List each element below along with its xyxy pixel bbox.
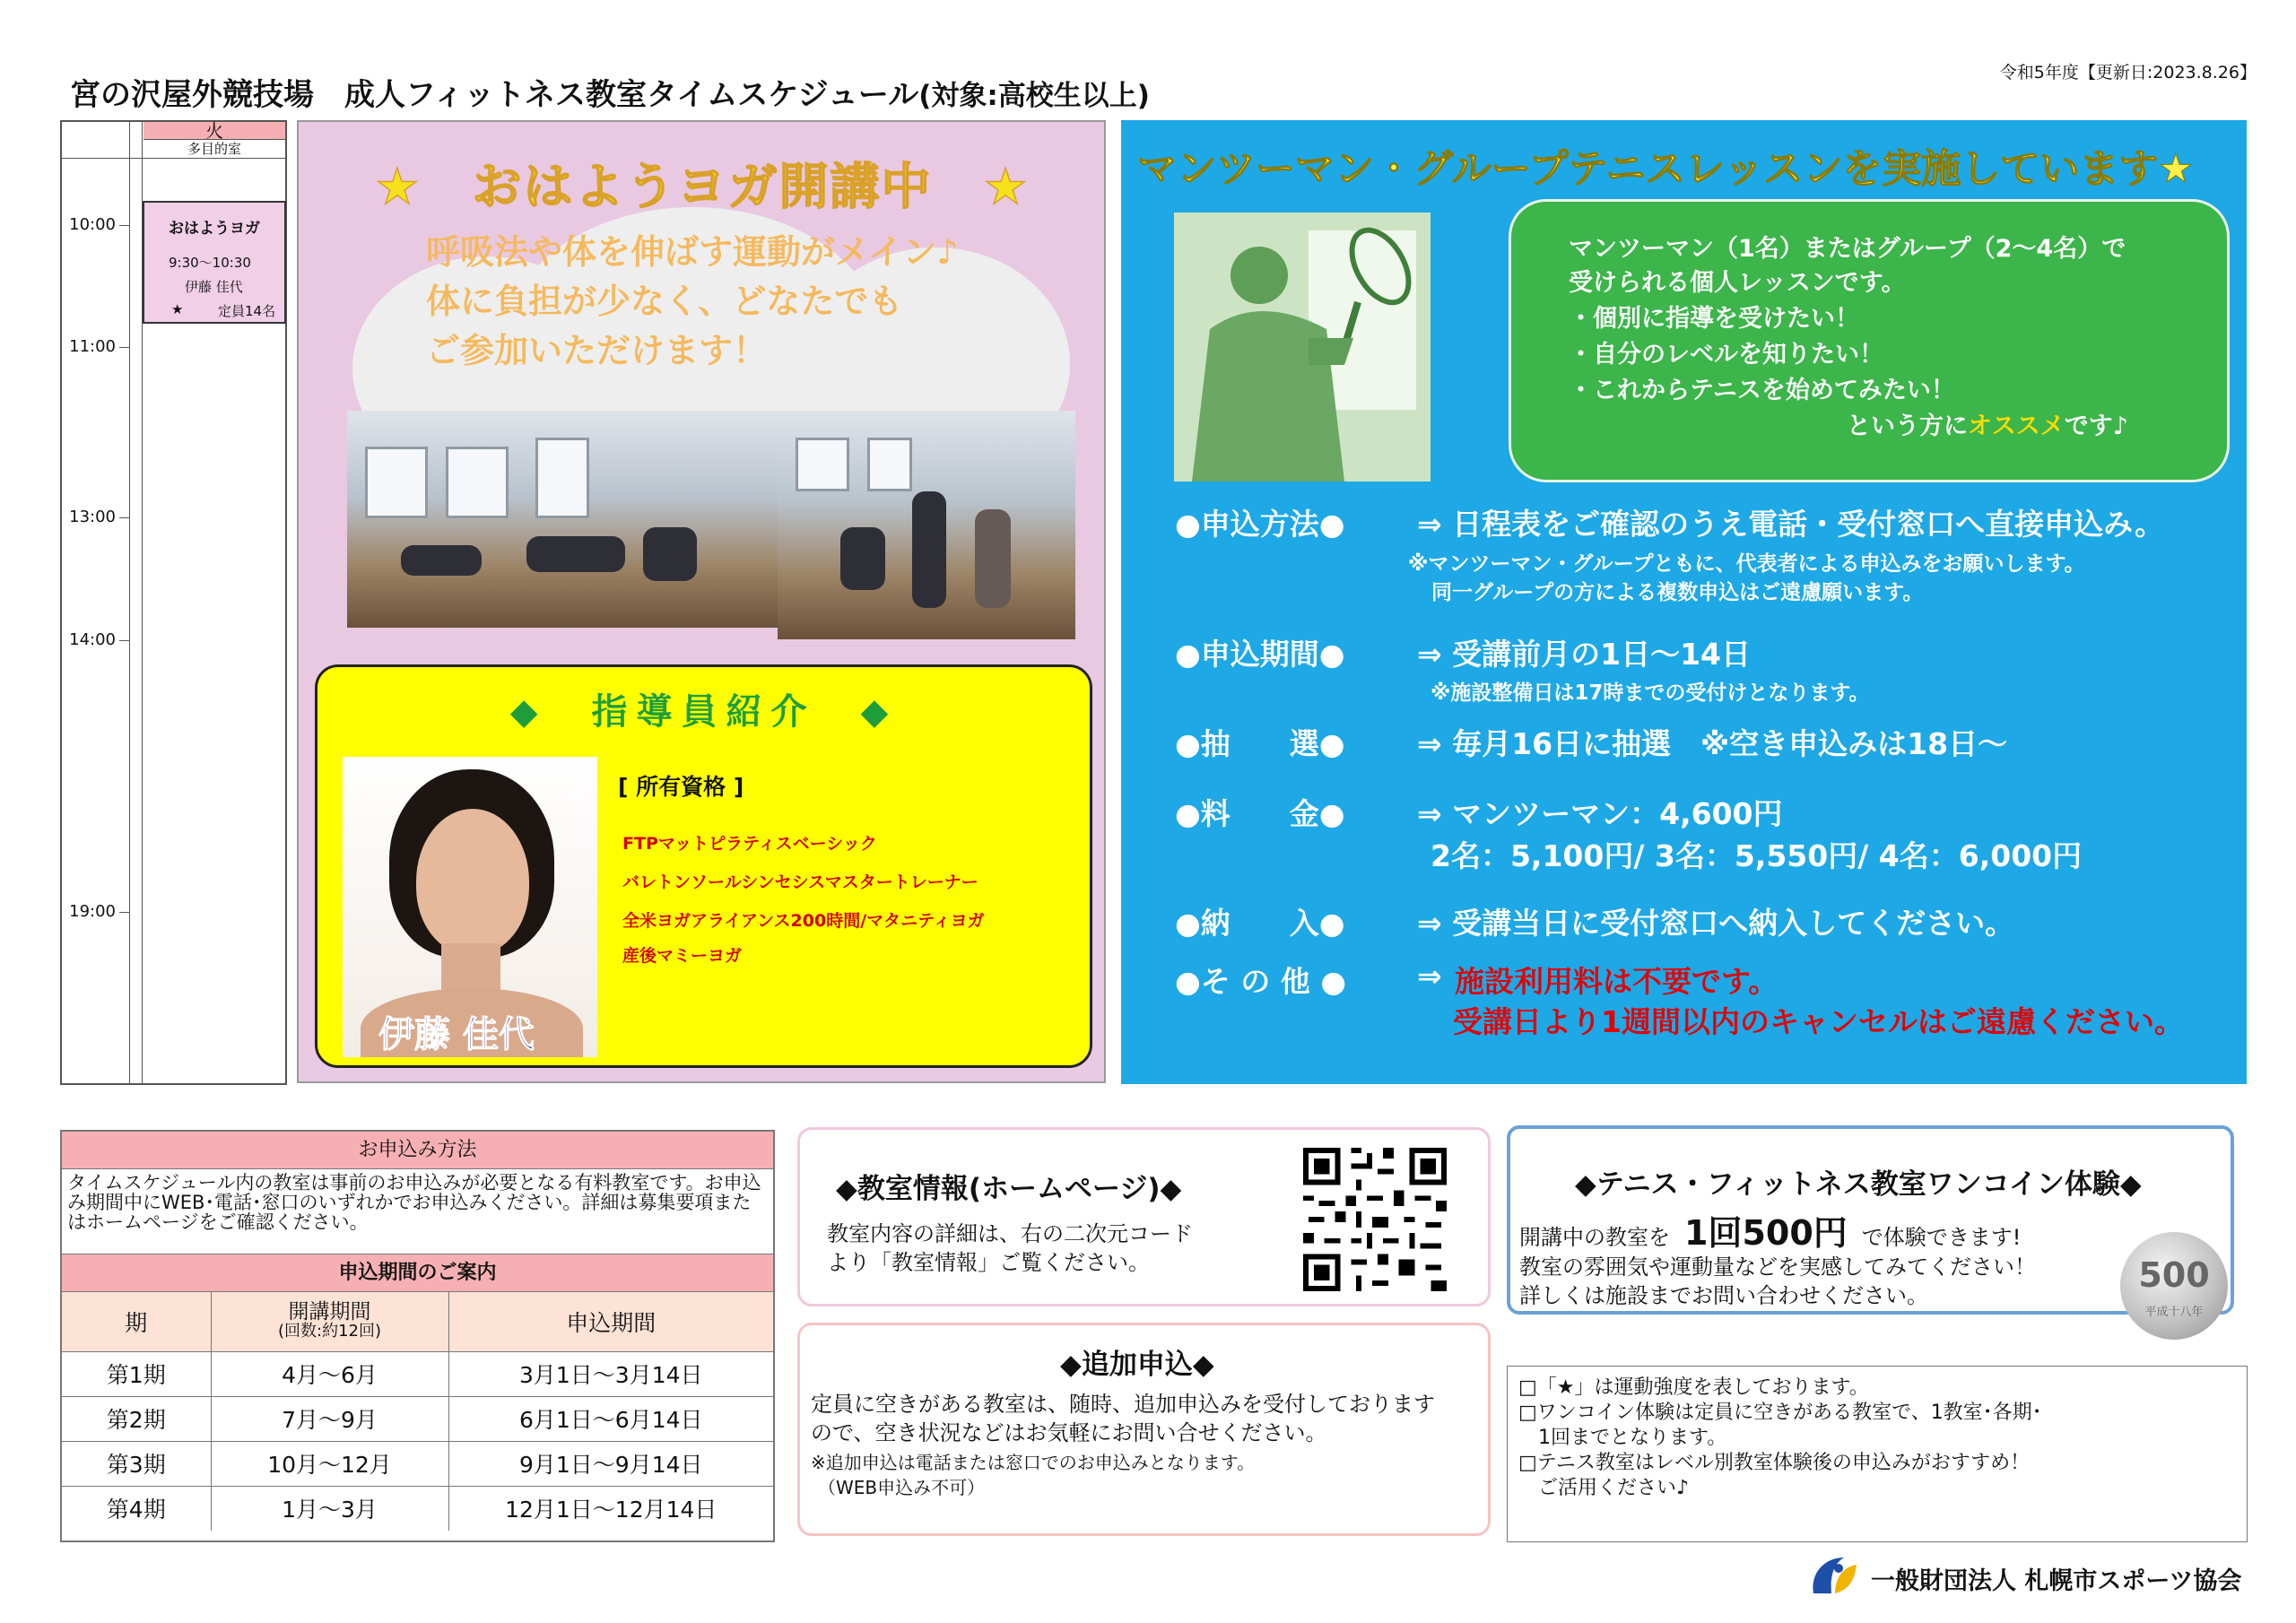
yoga-description: 呼吸法や体を伸ばす運動がメイン♪ 体に負担が少なく、どなたでも ご参加いただけます！	[426, 232, 959, 370]
period-note: ※施設整備日は17時までの受付けとなります。	[1431, 681, 1870, 705]
instructor-photo	[343, 757, 597, 1057]
table-header-row	[62, 1292, 773, 1351]
info-body: 教室内容の詳細は、右の二次元コード より「教室情報」ご覧ください。	[827, 1221, 1193, 1275]
period-value: ⇒ 受講前月の1日～14日	[1417, 637, 1752, 672]
intro-line: ・個別に指導を受けたい！	[1569, 305, 1859, 333]
method-value: ⇒ 日程表をご確認のうえ電話・受付窓口へ直接申込み。	[1417, 507, 2165, 542]
qualifications-heading: [ 所有資格 ]	[618, 774, 744, 800]
organization-footer	[1808, 1554, 2248, 1599]
yoga-photo-right	[778, 411, 1075, 639]
tennis-panel	[1121, 120, 2247, 1084]
time-tick: 10:00	[62, 215, 130, 234]
intro-recommend: という方にオススメです♪	[1847, 412, 2128, 440]
org-logo-icon	[1808, 1554, 1860, 1601]
additional-body: 定員に空きがある教室は、随時、追加申込みを受付しております ので、空き状況などはお気軽にお問い合せください。	[811, 1392, 1435, 1445]
qualification-item: バレトンソールシンセシスマスタートレーナー	[622, 872, 978, 892]
intro-line: 受けられる個人レッスンです。	[1569, 269, 1906, 297]
application-body: タイムスケジュール内の教室は事前のお申込みが必要となる有料教室です。お申込み期間中にWEB･電話･窓口のいずれかでお申込みください。詳細は募集要項またはホームページをご確認ください。	[62, 1169, 773, 1254]
method-label: ●申込方法●	[1175, 507, 1345, 542]
coin-500-icon: 500 平成十八年	[2120, 1232, 2228, 1340]
lesson-time: 9:30～10:30	[169, 255, 251, 271]
notes-box: □「★」は運動強度を表しております。 □ワンコイン体験は定員に空きがある教室で、1教室･各期･ 1回までとなります。 □テニス教室はレベル別教室体験後の申込みがおすすめ！ ご活用ください♪	[1507, 1366, 2248, 1542]
method-note: 同一グループの方による複数申込はご遠慮願います。	[1431, 581, 1924, 604]
page-title-main: 宮の沢屋外競技場 成人フィットネス教室タイムスケジュール	[70, 77, 919, 113]
additional-note: （WEB申込み不可）	[818, 1477, 986, 1498]
timetable	[60, 120, 287, 1085]
fee-value: ⇒ マンツーマン：4,600円	[1417, 796, 1783, 831]
additional-note: ※追加申込は電話または窓口でのお申込みとなります。	[811, 1452, 1256, 1473]
payment-label: ●納 入●	[1175, 906, 1345, 941]
period-table	[62, 1292, 773, 1531]
lesson-card-yoga[interactable]	[143, 201, 286, 324]
qr-code[interactable]	[1298, 1142, 1452, 1297]
room-label: 多目的室	[187, 141, 241, 157]
time-tick: 13:00	[62, 508, 130, 526]
header-divider	[62, 158, 285, 159]
other-value-cancel: 受講日より1週間以内のキャンセルはご遠慮ください。	[1453, 1004, 2184, 1039]
table-row: 第4期 1月～3月 12月1日～12月14日	[62, 1486, 773, 1531]
yoga-photo-left	[347, 411, 778, 628]
lesson-name: おはようヨガ	[169, 220, 260, 238]
time-tick: 14:00	[62, 630, 130, 649]
org-name: 一般財団法人 札幌市スポーツ協会	[1871, 1567, 2242, 1595]
time-column	[62, 122, 130, 1083]
method-note: ※マンツーマン・グループともに、代表者による申込みをお願いします。	[1408, 552, 2085, 576]
yoga-panel	[297, 120, 1106, 1083]
trial-line: 詳しくは施設までお問い合わせください。	[1519, 1283, 1928, 1308]
page-title-sub: (対象:高校生以上)	[918, 80, 1150, 112]
qualification-item: FTPマットピラティスベーシック	[622, 834, 877, 854]
classroom-info-box	[797, 1127, 1491, 1306]
one-coin-trial-box	[1507, 1125, 2234, 1319]
fee-value-group: 2名：5,100円/ 3名：5,550円/ 4名：6,000円	[1431, 838, 2083, 873]
lottery-label: ●抽 選●	[1175, 726, 1345, 761]
period-heading: 申込期間のご案内	[62, 1254, 773, 1292]
tennis-player-illustration	[1174, 213, 1431, 482]
trial-heading: ◆テニス・フィットネス教室ワンコイン体験◆	[1575, 1168, 2142, 1201]
fee-label: ●料 金●	[1175, 796, 1345, 831]
table-row: 第3期 10月～12月 9月1日～9月14日	[62, 1441, 773, 1486]
info-heading: ◆教室情報(ホームページ)◆	[836, 1173, 1182, 1205]
lottery-value: ⇒ 毎月16日に抽選 ※空き申込みは18日～	[1417, 726, 2008, 761]
updated-date: 令和5年度【更新日:2023.8.26】	[1999, 63, 2257, 82]
trial-line: 教室の雰囲気や運動量などを実感してみてください！	[1519, 1254, 2036, 1280]
col-header: 申込期間	[448, 1292, 773, 1351]
col-header: 期	[62, 1292, 211, 1351]
page-title	[70, 70, 1150, 114]
yoga-title: ★ おはようヨガ開講中 ★	[375, 158, 1030, 215]
lesson-capacity: 定員14名	[218, 303, 276, 319]
table-row: 第1期 4月～6月 3月1日～3月14日	[62, 1351, 773, 1396]
intensity-star: ★	[171, 301, 184, 317]
tennis-title: マンツーマン・グループテニスレッスンを実施しています★	[1137, 146, 2194, 192]
spacer-column	[130, 122, 143, 1083]
payment-value: ⇒ 受講当日に受付窓口へ納入してください。	[1417, 906, 2015, 941]
other-value: 施設利用料は不要です。	[1455, 964, 1779, 999]
other-label: ●そ の 他 ●	[1175, 964, 1347, 999]
instructor-box	[315, 664, 1092, 1068]
instructor-heading: ◆ 指導員紹介 ◆	[509, 691, 898, 733]
additional-heading: ◆追加申込◆	[1060, 1349, 1214, 1381]
day-header: 火	[144, 122, 285, 140]
instructor-name: 伊藤 佳代	[378, 1014, 535, 1055]
qualification-item: 全米ヨガアライアンス200時間/マタニティヨガ	[622, 911, 985, 931]
intro-line: マンツーマン（1名）またはグループ（2～4名）で	[1569, 235, 2126, 263]
intro-line: ・これからテニスを始めてみたい！	[1569, 377, 1955, 404]
qualification-item: 産後マミーヨガ	[622, 946, 743, 966]
time-tick: 11:00	[62, 337, 130, 356]
time-tick: 19:00	[62, 902, 130, 921]
additional-application-box	[797, 1323, 1491, 1536]
application-heading: お申込み方法	[62, 1132, 773, 1169]
intro-line: ・自分のレベルを知りたい！	[1569, 341, 1883, 369]
col-header: 開講期間 (回数:約12回)	[211, 1292, 448, 1351]
period-label: ●申込期間●	[1175, 637, 1345, 672]
lesson-instructor: 伊藤 佳代	[185, 279, 243, 295]
other-arrow: ⇒	[1417, 959, 1442, 994]
table-row: 第2期 7月～9月 6月1日～6月14日	[62, 1396, 773, 1441]
tennis-intro-box	[1509, 199, 2230, 482]
application-box	[60, 1130, 775, 1542]
trial-line: 開講中の教室を 1回500円 で体験できます!	[1519, 1213, 2022, 1253]
